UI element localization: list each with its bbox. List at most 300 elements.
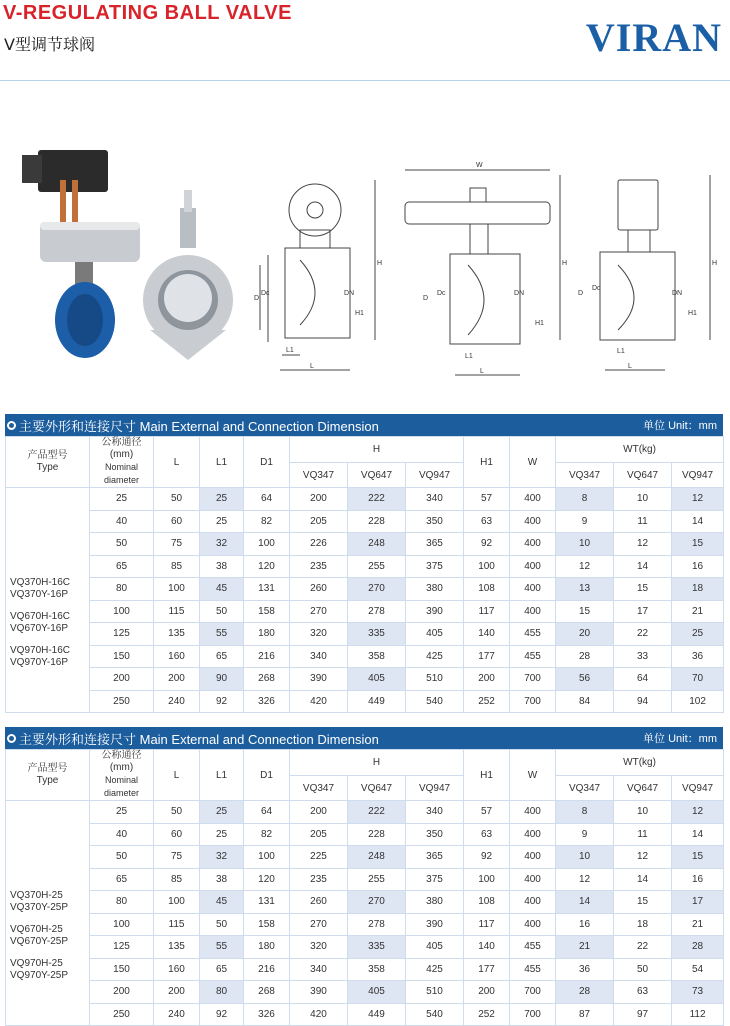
table-cell: 115 (154, 913, 200, 936)
table-cell: 228 (348, 510, 406, 533)
table-cell: 340 (406, 488, 464, 511)
table-cell: 400 (510, 801, 556, 824)
table-row (6, 913, 724, 936)
table-cell: 15 (556, 600, 614, 623)
header-h: H (290, 750, 464, 776)
table-row (6, 488, 724, 511)
table-cell: 278 (348, 600, 406, 623)
table-cell: 390 (406, 600, 464, 623)
table-cell: 12 (614, 533, 672, 556)
table-cell: 17 (672, 891, 724, 914)
label-l-1: L (310, 363, 314, 370)
table-cell: 250 (90, 1003, 154, 1026)
dimension-table (5, 749, 724, 1026)
table-cell: 700 (510, 981, 556, 1004)
header-sub-h: VQ347 (290, 776, 348, 801)
table-cell: 449 (348, 690, 406, 713)
table-cell: 94 (614, 690, 672, 713)
table-row (6, 846, 724, 869)
table-cell: 225 (290, 846, 348, 869)
table-cell: 8 (556, 801, 614, 824)
table-cell: 11 (614, 823, 672, 846)
label-h1-3: H1 (688, 310, 697, 317)
section-title: 主要外形和连接尺寸 Main External and Connection Dimension (19, 731, 379, 747)
table-cell: 100 (154, 578, 200, 601)
table-row (6, 981, 724, 1004)
label-dn-1: DN (344, 290, 355, 297)
table-cell: 63 (464, 823, 510, 846)
header-wt: WT(kg) (556, 750, 724, 776)
table-cell: 252 (464, 1003, 510, 1026)
table-cell: 140 (464, 936, 510, 959)
table-cell: 25 (200, 510, 244, 533)
header-d1: D1 (244, 750, 290, 801)
table-cell: 358 (348, 645, 406, 668)
table-cell: 510 (406, 668, 464, 691)
table-cell: 12 (556, 868, 614, 891)
table-cell: 400 (510, 555, 556, 578)
table-cell: 270 (290, 913, 348, 936)
label-dc-3: Dc (592, 285, 601, 292)
table-cell: 92 (200, 1003, 244, 1026)
label-d-2: D (423, 295, 429, 302)
drawing-electric (600, 175, 710, 370)
table-cell: 80 (90, 891, 154, 914)
table-cell: 405 (348, 668, 406, 691)
table-cell: 64 (244, 801, 290, 824)
table-row (6, 600, 724, 623)
header-sub-h: VQ647 (348, 776, 406, 801)
table-cell: 25 (672, 623, 724, 646)
bullet-icon (7, 421, 16, 430)
table-cell: 13 (556, 578, 614, 601)
brand-logo: VIRAN (585, 15, 722, 60)
table-row (6, 936, 724, 959)
table-cell: 700 (510, 1003, 556, 1026)
table-cell: 248 (348, 533, 406, 556)
table-cell: 177 (464, 958, 510, 981)
table-cell: 200 (464, 668, 510, 691)
table-row (6, 555, 724, 578)
label-dn-3: DN (672, 290, 683, 297)
label-d-1: D (254, 295, 260, 302)
table-cell: 226 (290, 533, 348, 556)
table-cell: 278 (348, 913, 406, 936)
label-h1-2: H1 (535, 320, 544, 327)
type-model: VQ670H-25 (10, 924, 63, 935)
dimension-table (5, 436, 724, 713)
header-sub-h: VQ947 (406, 776, 464, 801)
table-cell: 125 (90, 936, 154, 959)
header-l1: L1 (200, 437, 244, 488)
type-model: VQ970Y-25P (10, 970, 69, 981)
table-cell: 340 (290, 645, 348, 668)
table-cell: 21 (672, 600, 724, 623)
table-cell: 115 (154, 600, 200, 623)
table-cell: 455 (510, 623, 556, 646)
table-cell: 82 (244, 510, 290, 533)
table-cell: 260 (290, 891, 348, 914)
label-dc-2: Dc (437, 290, 446, 297)
table-cell: 375 (406, 555, 464, 578)
table-cell: 45 (200, 578, 244, 601)
table-cell: 50 (614, 958, 672, 981)
header-h1: H1 (464, 437, 510, 488)
header-wt: WT(kg) (556, 437, 724, 463)
wafer-valve-photo (143, 190, 233, 360)
table-cell: 200 (154, 981, 200, 1004)
table-cell: 117 (464, 913, 510, 936)
table-cell: 84 (556, 690, 614, 713)
label-h-3: H (712, 260, 718, 267)
table-cell: 365 (406, 846, 464, 869)
table-cell: 92 (464, 846, 510, 869)
product-images (0, 130, 730, 380)
table-cell: 15 (672, 533, 724, 556)
table-cell: 375 (406, 868, 464, 891)
table-cell: 50 (154, 488, 200, 511)
header-l: L (154, 437, 200, 488)
table-cell: 50 (90, 846, 154, 869)
table-cell: 38 (200, 868, 244, 891)
table-cell: 449 (348, 1003, 406, 1026)
table-cell: 14 (672, 823, 724, 846)
table-cell: 222 (348, 801, 406, 824)
type-models (6, 488, 90, 713)
table-cell: 15 (614, 891, 672, 914)
table-cell: 160 (154, 958, 200, 981)
table-cell: 252 (464, 690, 510, 713)
table-cell: 56 (556, 668, 614, 691)
table-cell: 50 (200, 913, 244, 936)
table-cell: 100 (154, 891, 200, 914)
label-l1-2: L1 (465, 353, 473, 360)
table-cell: 455 (510, 645, 556, 668)
table-cell: 320 (290, 623, 348, 646)
table-cell: 102 (672, 690, 724, 713)
table-cell: 108 (464, 578, 510, 601)
table-cell: 40 (90, 823, 154, 846)
table-cell: 73 (672, 981, 724, 1004)
drawing-pneumatic (405, 170, 560, 375)
table-cell: 228 (348, 823, 406, 846)
table-cell: 358 (348, 958, 406, 981)
table-cell: 33 (614, 645, 672, 668)
table-cell: 17 (614, 600, 672, 623)
table-cell: 10 (614, 801, 672, 824)
table-cell: 400 (510, 891, 556, 914)
table-cell: 200 (154, 668, 200, 691)
actuated-valve-photo (22, 150, 140, 358)
table-cell: 20 (556, 623, 614, 646)
header-nominal-diameter: 公称通径(mm) Nominal diameter (90, 750, 154, 801)
table-cell: 50 (154, 801, 200, 824)
table-cell: 64 (244, 488, 290, 511)
table-cell: 100 (244, 846, 290, 869)
table-cell: 400 (510, 846, 556, 869)
table-cell: 9 (556, 510, 614, 533)
type-model: VQ370H-25 (10, 890, 63, 901)
table-cell: 222 (348, 488, 406, 511)
table-cell: 36 (672, 645, 724, 668)
table-cell: 510 (406, 981, 464, 1004)
table-cell: 270 (348, 578, 406, 601)
table-cell: 100 (244, 533, 290, 556)
table-cell: 14 (614, 555, 672, 578)
section-title: 主要外形和连接尺寸 Main External and Connection Dimension (19, 418, 379, 434)
table-cell: 64 (614, 668, 672, 691)
table-cell: 63 (464, 510, 510, 533)
table-cell: 25 (200, 488, 244, 511)
table-cell: 65 (90, 868, 154, 891)
table-cell: 45 (200, 891, 244, 914)
table-cell: 268 (244, 668, 290, 691)
header-l1: L1 (200, 750, 244, 801)
type-model: VQ370Y-25P (10, 902, 69, 913)
table-cell: 405 (406, 623, 464, 646)
table-cell: 455 (510, 936, 556, 959)
title-cn: V型调节球阀 (4, 35, 95, 54)
table-cell: 28 (672, 936, 724, 959)
table-cell: 135 (154, 623, 200, 646)
section-header (5, 414, 723, 436)
table-cell: 425 (406, 645, 464, 668)
table-cell: 65 (200, 958, 244, 981)
table-cell: 82 (244, 823, 290, 846)
table-cell: 60 (154, 510, 200, 533)
table-cell: 268 (244, 981, 290, 1004)
type-model: VQ670Y-16P (10, 623, 69, 634)
table-cell: 380 (406, 578, 464, 601)
header-sub-wt: VQ947 (672, 776, 724, 801)
header-sub-h: VQ347 (290, 463, 348, 488)
table-cell: 10 (614, 488, 672, 511)
table-cell: 270 (348, 891, 406, 914)
table-cell: 36 (556, 958, 614, 981)
table-cell: 205 (290, 823, 348, 846)
type-model: VQ970H-25 (10, 958, 63, 969)
table-cell: 216 (244, 958, 290, 981)
type-model: VQ970Y-16P (10, 657, 69, 668)
table-cell: 14 (614, 868, 672, 891)
table-row (6, 891, 724, 914)
table-cell: 400 (510, 488, 556, 511)
table-cell: 216 (244, 645, 290, 668)
table-cell: 12 (614, 846, 672, 869)
table-cell: 92 (464, 533, 510, 556)
table-cell: 12 (672, 488, 724, 511)
label-d-3: D (578, 290, 584, 297)
table-cell: 65 (90, 555, 154, 578)
table-row (6, 823, 724, 846)
table-cell: 97 (614, 1003, 672, 1026)
header-w: W (510, 437, 556, 488)
table-cell: 180 (244, 936, 290, 959)
table-cell: 255 (348, 555, 406, 578)
table-cell: 335 (348, 623, 406, 646)
table-cell: 120 (244, 555, 290, 578)
table-cell: 14 (556, 891, 614, 914)
table-cell: 14 (672, 510, 724, 533)
table-cell: 326 (244, 690, 290, 713)
table-cell: 100 (464, 555, 510, 578)
table-cell: 200 (290, 488, 348, 511)
table-cell: 100 (464, 868, 510, 891)
table-cell: 455 (510, 958, 556, 981)
table-cell: 32 (200, 533, 244, 556)
table-cell: 180 (244, 623, 290, 646)
table-cell: 28 (556, 981, 614, 1004)
table-cell: 150 (90, 645, 154, 668)
table-cell: 390 (406, 913, 464, 936)
table-cell: 205 (290, 510, 348, 533)
table-cell: 40 (90, 510, 154, 533)
header-nominal-diameter: 公称通径(mm) Nominal diameter (90, 437, 154, 488)
table-cell: 700 (510, 668, 556, 691)
table-cell: 80 (90, 578, 154, 601)
table-cell: 150 (90, 958, 154, 981)
table-row (6, 623, 724, 646)
table-cell: 70 (672, 668, 724, 691)
table-cell: 540 (406, 690, 464, 713)
table-cell: 120 (244, 868, 290, 891)
table-cell: 21 (672, 913, 724, 936)
table-cell: 25 (90, 801, 154, 824)
table-cell: 250 (90, 690, 154, 713)
table-cell: 420 (290, 1003, 348, 1026)
table-cell: 350 (406, 823, 464, 846)
table-cell: 38 (200, 555, 244, 578)
table-cell: 12 (556, 555, 614, 578)
label-dn-2: DN (514, 290, 525, 297)
table-cell: 80 (200, 981, 244, 1004)
header-h1: H1 (464, 750, 510, 801)
table-cell: 340 (406, 801, 464, 824)
label-h-1: H (377, 260, 383, 267)
table-cell: 117 (464, 600, 510, 623)
dimension-section-16 (5, 414, 723, 713)
header-sub-h: VQ947 (406, 463, 464, 488)
header-h: H (290, 437, 464, 463)
table-cell: 75 (154, 846, 200, 869)
type-model: VQ670Y-25P (10, 936, 69, 947)
table-cell: 85 (154, 555, 200, 578)
header-sub-wt: VQ647 (614, 463, 672, 488)
table-cell: 390 (290, 981, 348, 1004)
table-cell: 131 (244, 891, 290, 914)
table-cell: 235 (290, 868, 348, 891)
table-row (6, 801, 724, 824)
table-cell: 100 (90, 600, 154, 623)
table-cell: 400 (510, 823, 556, 846)
table-row (6, 533, 724, 556)
table-row (6, 510, 724, 533)
table-row (6, 668, 724, 691)
table-cell: 320 (290, 936, 348, 959)
table-cell: 18 (672, 578, 724, 601)
table-cell: 350 (406, 510, 464, 533)
table-cell: 400 (510, 578, 556, 601)
header-sub-wt: VQ647 (614, 776, 672, 801)
label-l1-1: L1 (286, 347, 294, 354)
table-cell: 158 (244, 600, 290, 623)
label-l-3: L (628, 363, 632, 370)
label-l1-3: L1 (617, 348, 625, 355)
table-cell: 11 (614, 510, 672, 533)
table-cell: 200 (90, 668, 154, 691)
table-cell: 8 (556, 488, 614, 511)
type-model: VQ670H-16C (10, 611, 71, 622)
table-row (6, 645, 724, 668)
table-cell: 248 (348, 846, 406, 869)
table-cell: 65 (200, 645, 244, 668)
table-cell: 10 (556, 846, 614, 869)
table-cell: 12 (672, 801, 724, 824)
table-cell: 57 (464, 488, 510, 511)
table-cell: 260 (290, 578, 348, 601)
dimension-section-25 (5, 727, 723, 1026)
table-cell: 380 (406, 891, 464, 914)
table-cell: 90 (200, 668, 244, 691)
table-cell: 425 (406, 958, 464, 981)
table-cell: 365 (406, 533, 464, 556)
table-cell: 63 (614, 981, 672, 1004)
table-cell: 25 (200, 801, 244, 824)
table-cell: 405 (406, 936, 464, 959)
table-cell: 400 (510, 533, 556, 556)
table-cell: 92 (200, 690, 244, 713)
type-model: VQ970H-16C (10, 645, 71, 656)
table-cell: 400 (510, 510, 556, 533)
bullet-icon (7, 734, 16, 743)
table-cell: 25 (200, 823, 244, 846)
type-model: VQ370H-16C (10, 577, 71, 588)
table-cell: 15 (614, 578, 672, 601)
table-cell: 540 (406, 1003, 464, 1026)
table-cell: 54 (672, 958, 724, 981)
table-cell: 16 (556, 913, 614, 936)
table-cell: 108 (464, 891, 510, 914)
header-w: W (510, 750, 556, 801)
table-cell: 18 (614, 913, 672, 936)
table-cell: 50 (90, 533, 154, 556)
table-row (6, 958, 724, 981)
table-cell: 400 (510, 600, 556, 623)
header-sub-wt: VQ347 (556, 463, 614, 488)
table-cell: 255 (348, 868, 406, 891)
table-cell: 32 (200, 846, 244, 869)
table-cell: 50 (200, 600, 244, 623)
table-cell: 9 (556, 823, 614, 846)
table-cell: 16 (672, 868, 724, 891)
header-sub-h: VQ647 (348, 463, 406, 488)
table-cell: 135 (154, 936, 200, 959)
table-cell: 22 (614, 623, 672, 646)
header-l: L (154, 750, 200, 801)
table-cell: 75 (154, 533, 200, 556)
title-en: V-REGULATING BALL VALVE (3, 2, 292, 24)
table-cell: 400 (510, 913, 556, 936)
table-cell: 22 (614, 936, 672, 959)
table-cell: 131 (244, 578, 290, 601)
header-sub-wt: VQ347 (556, 776, 614, 801)
table-cell: 100 (90, 913, 154, 936)
header-sub-wt: VQ947 (672, 463, 724, 488)
drawing-handwheel (260, 180, 375, 370)
table-cell: 57 (464, 801, 510, 824)
table-cell: 340 (290, 958, 348, 981)
table-cell: 420 (290, 690, 348, 713)
